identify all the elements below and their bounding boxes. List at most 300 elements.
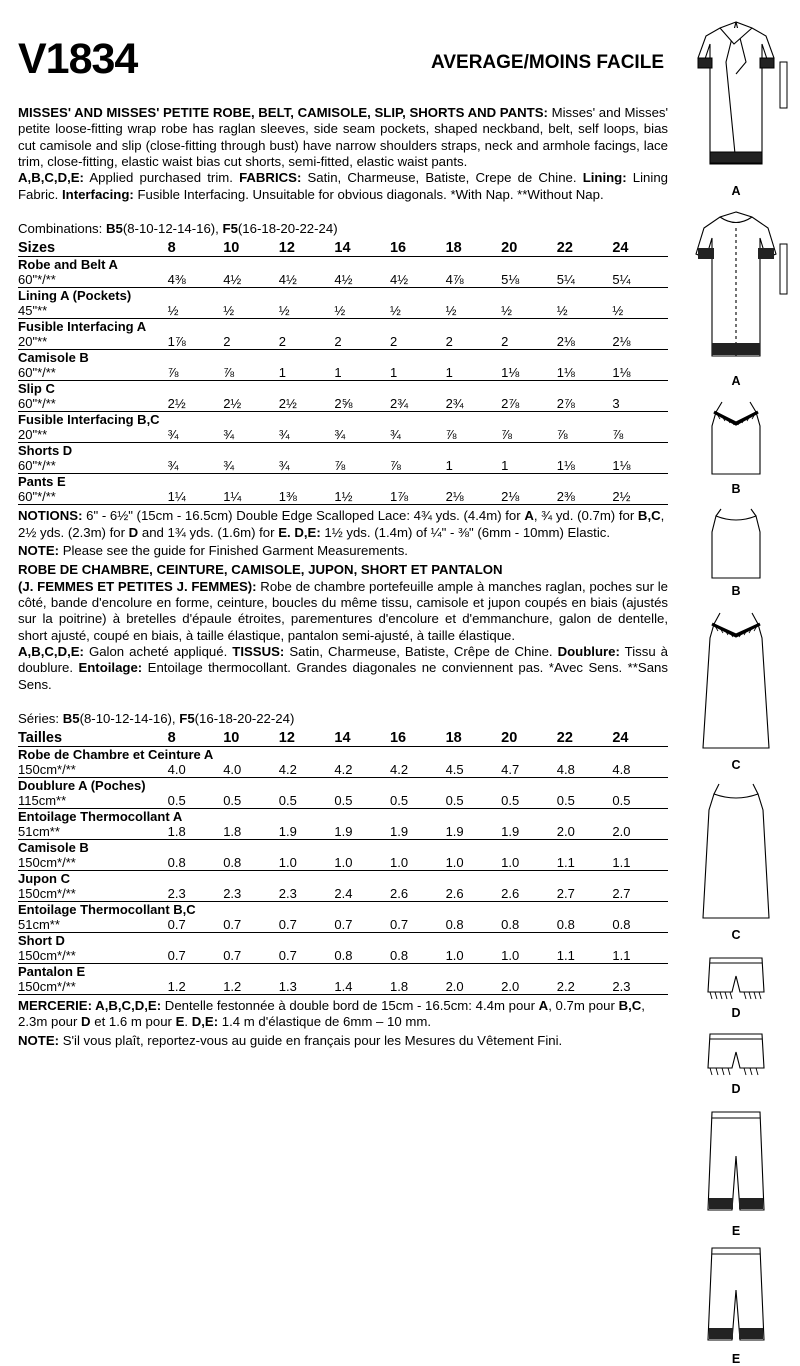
notions-en-de: D,E: — [294, 524, 321, 540]
table-cell-width: 150cm*/** — [18, 762, 76, 778]
desc-fr-body: Robe de chambre portefeuille ample à manches raglan, poches sur le côté, bande d'encolure en forme, ceinture, boucles du même tissu, camisole et jupon coupés en biais (ajustés sur la poitrine) à bretelles d'épaule étroites, parementures d'encolure et d'emmanchure, galon de dentelle, short ajusté, coupé en biais, à taille élastique, pantalon semi-ajusté, à taille élastique. — [18, 578, 668, 643]
desc-fr-doublure-text: Tissu à doublure. — [18, 644, 668, 676]
table-group-row — [18, 840, 668, 856]
table-header-size-10: 10 — [223, 240, 240, 257]
desc-fr-title: ROBE DE CHAMBRE, CEINTURE, CAMISOLE, JUPON, SHORT ET PANTALON — [18, 562, 503, 578]
table-cell-value: 2⅜ — [556, 489, 575, 505]
table-group-label: Jupon C — [18, 871, 70, 887]
table-cell-value: 2 — [223, 334, 231, 350]
table-group-label: Camisole B — [18, 350, 89, 366]
figure-label-b1: B — [731, 482, 741, 496]
table-cell-value: 0.5 — [223, 793, 242, 809]
table-group-row — [18, 809, 668, 825]
table-cell-value: 2 — [389, 334, 398, 350]
table-cell-value: ½ — [167, 303, 179, 319]
notions-en-text4: and 1¾ yds. (1.6m) for — [138, 524, 279, 540]
table-cell-value: ¾ — [223, 427, 235, 443]
table-cell-value: 2 — [445, 334, 453, 350]
table-group-label: Lining A (Pockets) — [18, 288, 132, 304]
desc-fr-entoilage-label: Entoilage: — [78, 660, 143, 676]
desc-en-lining-text: Lining Fabric. — [18, 170, 668, 202]
table-cell-value: 2 — [334, 334, 342, 350]
table-group-row — [18, 412, 668, 428]
table-cell-value: 2 — [278, 334, 287, 350]
table-cell-value: 1⅞ — [167, 334, 186, 350]
notions-fr-text4: et 1.6 m pour — [90, 1014, 176, 1030]
desc-en-title: MISSES' AND MISSES' PETITE ROBE, BELT, CAMISOLE, SLIP, SHORTS AND PANTS: — [18, 105, 548, 120]
table-cell-value: 1.4 — [334, 979, 353, 995]
table-cell-value: 1 — [389, 365, 398, 381]
table-cell-value: 1.9 — [334, 824, 353, 840]
desc-en-body: Misses' and Misses' petite loose-fitting wrap robe has raglan sleeves, side seam pockets, shaped neckband, belt, self loops, bias cut camisole and slip (close-fitting through bust) have narrow shoulders straps, neck and armhole facings, lace trim, close-fitting, elastic waist bias cut shorts, semi-fitted, elastic waist pants. — [18, 105, 669, 170]
table-cell-value: 2.0 — [501, 979, 520, 995]
table-group-row — [18, 257, 668, 273]
notions-fr-text2: , 0.7m pour — [548, 998, 619, 1014]
table-cell-value: 2⅞ — [556, 396, 575, 412]
table-cell-value: 2.3 — [278, 886, 297, 902]
table-cell-value: ¾ — [334, 427, 346, 443]
table-header-size-12: 12 — [278, 240, 295, 257]
table-cell-width: 150cm*/** — [18, 948, 76, 964]
table-cell-value: 1 — [445, 365, 453, 381]
table-cell-value: 2½ — [278, 396, 297, 412]
table-cell-value: 4⅞ — [445, 272, 464, 288]
combinations-en-label: Combinations: — [18, 221, 106, 237]
table-cell-value: ⅞ — [223, 365, 235, 381]
table-cell-value: 2.7 — [612, 886, 631, 902]
table-cell-value: ¾ — [223, 458, 235, 474]
desc-en-interfacing-label: Interfacing: — [61, 186, 134, 202]
table-cell-value: 1.0 — [389, 855, 409, 871]
table-cell-value: 2.0 — [612, 824, 631, 840]
note-english — [18, 543, 668, 559]
table-group-row — [18, 902, 668, 918]
table-cell-value: 1.0 — [501, 948, 520, 964]
table-cell-value: ⅞ — [389, 458, 401, 474]
table-cell-value: 4.8 — [612, 762, 631, 778]
table-cell-value: 2.3 — [223, 886, 242, 902]
desc-fr-trim-label: A,B,C,D,E: — [18, 644, 84, 660]
combinations-french — [18, 711, 668, 726]
table-cell-value: 0.7 — [223, 948, 242, 964]
table-cell-value: 0.8 — [445, 917, 464, 933]
table-cell-width: 51cm** — [18, 824, 60, 840]
table-cell-width: 60"*/** — [18, 272, 56, 288]
table-cell-width: 60"*/** — [18, 396, 56, 412]
table-cell-value: 0.8 — [612, 917, 631, 933]
table-cell-value: 0.8 — [501, 917, 520, 933]
notions-fr-text6: 1.4 m d'élastique de 6mm – 10 mm. — [218, 1014, 431, 1030]
notions-fr-e: E — [175, 1014, 185, 1030]
table-cell-value: 4.0 — [223, 762, 242, 778]
table-row — [18, 855, 668, 871]
table-row — [18, 917, 668, 933]
table-cell-value: 5¼ — [612, 272, 631, 288]
notions-fr-de: D,E: — [191, 1014, 219, 1030]
combinations-fr-b5-sizes: (8-10-12-14-16), — [79, 711, 180, 727]
table-group-row — [18, 871, 668, 887]
table-cell-value: ½ — [612, 303, 624, 319]
table-cell-value: 5¼ — [556, 272, 575, 288]
table-cell-value: 4½ — [278, 272, 297, 288]
table-header-size-14: 14 — [334, 730, 351, 747]
table-group-row — [18, 747, 668, 763]
table-group-label: Pantalon E — [18, 964, 86, 980]
table-group-row — [18, 474, 668, 490]
table-cell-value: 4.2 — [389, 762, 409, 778]
table-cell-value: 2.3 — [612, 979, 631, 995]
combinations-fr-f5-sizes: (16-18-20-22-24) — [194, 711, 295, 727]
combinations-en-f5-sizes: (16-18-20-22-24) — [237, 221, 338, 237]
table-cell-value: 0.8 — [389, 948, 409, 964]
table-cell-value: 2.0 — [445, 979, 464, 995]
table-cell-value: 1.0 — [445, 855, 464, 871]
table-cell-width: 115cm** — [18, 793, 67, 809]
notions-fr-text: Dentelle festonnée à double bord de 15cm - 16.5cm: 4.4m pour — [161, 998, 539, 1014]
table-cell-value: ⅞ — [501, 427, 513, 443]
figure-label-c1: C — [731, 758, 741, 772]
table-header-size-8: 8 — [167, 240, 176, 257]
notions-en-label: NOTIONS: — [18, 508, 83, 524]
table-cell-value: 0.8 — [223, 855, 242, 871]
table-group-row — [18, 933, 668, 949]
notions-en-text: 6" - 6½" (15cm - 16.5cm) Double Edge Scalloped Lace: 4¾ yds. (4.4m) for — [82, 508, 525, 524]
notions-english — [18, 508, 668, 541]
table-cell-value: 0.7 — [223, 917, 242, 933]
table-cell-value: 0.5 — [167, 793, 186, 809]
desc-fr-subtitle: (J. FEMMES ET PETITES J. FEMMES): — [18, 578, 257, 594]
figure-label-d1: D — [731, 1006, 741, 1020]
table-cell-value: 0.5 — [445, 793, 464, 809]
table-group-label: Fusible Interfacing A — [18, 319, 147, 335]
notions-en-text3: , 2½ yds. (2.3m) for — [18, 508, 665, 540]
table-header-size-20: 20 — [501, 730, 518, 747]
figure-robe-front-view — [672, 14, 800, 198]
table-row — [18, 793, 668, 809]
figure-label-a1: A — [731, 184, 741, 198]
table-cell-value: ⅞ — [556, 427, 568, 443]
combinations-en-f5: F5 — [222, 221, 238, 237]
table-cell-value: 2.6 — [389, 886, 409, 902]
table-cell-value: 0.5 — [556, 793, 575, 809]
table-cell-value: 1¼ — [223, 489, 242, 505]
table-cell-value: 4.5 — [445, 762, 464, 778]
table-group-label: Robe de Chambre et Ceinture A — [18, 747, 214, 763]
table-cell-width: 150cm*/** — [18, 855, 76, 871]
combinations-fr-f5: F5 — [179, 711, 195, 727]
combinations-en-b5: B5 — [105, 221, 123, 237]
table-cell-value: 1⅛ — [612, 458, 631, 474]
table-cell-value: 4½ — [389, 272, 409, 288]
table-cell-width: 60"*/** — [18, 458, 56, 474]
table-cell-value: 0.5 — [278, 793, 297, 809]
figure-camisole-view — [672, 396, 800, 496]
table-group-label: Entoilage Thermocollant B,C — [18, 902, 196, 918]
table-group-row — [18, 319, 668, 335]
difficulty-label: AVERAGE/MOINS FACILE — [431, 52, 664, 73]
notions-en-e: E. — [278, 524, 291, 540]
table-group-label: Pants E — [18, 474, 66, 490]
table-header-size-22: 22 — [556, 240, 573, 257]
table-cell-value: 2⅝ — [334, 396, 353, 412]
table-row — [18, 272, 668, 288]
table-cell-width: 60"*/** — [18, 489, 56, 505]
table-group-label: Entoilage Thermocollant A — [18, 809, 183, 825]
table-row — [18, 886, 668, 902]
table-group-label: Doublure A (Poches) — [18, 778, 146, 794]
table-cell-value: 1 — [501, 458, 509, 474]
table-cell-value: 1 — [334, 365, 342, 381]
table-cell-value: 0.8 — [167, 855, 186, 871]
table-cell-value: 1.1 — [556, 855, 575, 871]
table-cell-value: 0.5 — [334, 793, 353, 809]
combinations-fr-label: Séries: — [18, 711, 63, 727]
combinations-english — [18, 221, 668, 236]
table-cell-value: 1.1 — [556, 948, 575, 964]
table-group-label: Camisole B — [18, 840, 89, 856]
figure-label-a2: A — [731, 374, 741, 388]
table-cell-value: ⅞ — [167, 365, 179, 381]
table-group-row — [18, 964, 668, 980]
page-title: V1834 — [18, 35, 138, 83]
figure-pants-view — [672, 1106, 800, 1238]
table-header-row — [18, 240, 668, 257]
table-row — [18, 365, 668, 381]
table-cell-value: 1 — [278, 365, 287, 381]
figure-pants-trim-view — [672, 1244, 800, 1366]
notions-en-a: A — [524, 508, 534, 524]
table-cell-value: 1.1 — [612, 855, 631, 871]
table-cell-value: 2¾ — [445, 396, 464, 412]
table-cell-value: 1.0 — [445, 948, 464, 964]
figure-label-e2: E — [731, 1352, 741, 1366]
table-cell-value: ½ — [445, 303, 457, 319]
table-cell-value: 2.7 — [556, 886, 575, 902]
table-header-size-18: 18 — [445, 730, 462, 747]
table-row — [18, 334, 668, 350]
figure-label-b2: B — [731, 584, 741, 598]
figure-label-c2: C — [731, 928, 741, 942]
table-group-label: Short D — [18, 933, 65, 949]
table-cell-value: 0.7 — [167, 917, 186, 933]
table-header-size-8: 8 — [167, 730, 176, 747]
note-en-text: Please see the guide for Finished Garment Measurements. — [59, 542, 408, 558]
table-group-row — [18, 288, 668, 304]
yardage-table-french — [18, 730, 668, 995]
table-cell-value: 4.2 — [334, 762, 353, 778]
table-cell-value: 1.1 — [612, 948, 631, 964]
table-cell-value: 2½ — [167, 396, 186, 412]
table-cell-value: 5⅛ — [501, 272, 520, 288]
note-fr-label: NOTE: — [18, 1032, 60, 1048]
table-cell-width: 51cm** — [18, 917, 60, 933]
table-cell-value: 0.5 — [612, 793, 631, 809]
table-cell-value: ½ — [501, 303, 513, 319]
yardage-table-english — [18, 240, 668, 505]
table-cell-value: ⅞ — [445, 427, 457, 443]
table-cell-value: 1 — [445, 458, 453, 474]
table-row — [18, 948, 668, 964]
table-row — [18, 489, 668, 505]
notions-fr-d: D — [81, 1014, 91, 1030]
header — [18, 0, 668, 81]
table-cell-value: 0.7 — [334, 917, 353, 933]
table-cell-value: ½ — [223, 303, 235, 319]
table-cell-value: 1⅞ — [389, 489, 409, 505]
table-cell-value: 2⅛ — [501, 489, 520, 505]
table-row — [18, 303, 668, 319]
note-en-label: NOTE: — [18, 542, 60, 558]
figure-shorts-plain-view — [672, 1028, 800, 1096]
table-row — [18, 979, 668, 995]
table-header-size-16: 16 — [389, 240, 407, 257]
left-column — [18, 0, 668, 1049]
description-french — [18, 562, 668, 693]
description-english — [18, 105, 668, 203]
table-header-sizes: Tailles — [18, 730, 63, 747]
table-cell-value: 0.8 — [556, 917, 575, 933]
desc-en-fabrics-label: FABRICS: — [239, 170, 302, 186]
table-cell-value: ½ — [334, 303, 346, 319]
desc-en-interfacing-text: Fusible Interfacing. Unsuitable for obvious diagonals. *With Nap. **Without Nap. — [133, 186, 604, 202]
table-cell-value: 4½ — [223, 272, 242, 288]
notions-fr-a: A — [538, 998, 549, 1014]
table-cell-value: ¾ — [167, 427, 179, 443]
table-header-size-24: 24 — [612, 730, 629, 747]
table-cell-value: 1⅛ — [612, 365, 631, 381]
table-cell-value: 2½ — [223, 396, 242, 412]
desc-en-trim-label: A,B,C,D,E: — [18, 170, 84, 186]
table-cell-value: 1.9 — [501, 824, 520, 840]
table-cell-value: 1.0 — [501, 855, 520, 871]
table-cell-value: 2½ — [612, 489, 631, 505]
figure-robe-back-view — [672, 204, 800, 388]
table-cell-value: 1¼ — [167, 489, 186, 505]
table-cell-value: 1.2 — [223, 979, 242, 995]
table-header-size-18: 18 — [445, 240, 462, 257]
table-cell-value: 2⅛ — [556, 334, 575, 350]
table-row — [18, 427, 668, 443]
table-header-size-12: 12 — [278, 730, 295, 747]
table-cell-value: 4.8 — [556, 762, 575, 778]
table-cell-value: 2.2 — [556, 979, 575, 995]
table-cell-value: 4.7 — [501, 762, 520, 778]
desc-fr-tissus-label: TISSUS: — [232, 644, 285, 660]
table-cell-value: 2.3 — [167, 886, 186, 902]
table-cell-value: 4⅜ — [167, 272, 186, 288]
line-drawings-column — [672, 0, 800, 1366]
table-cell-value: ¾ — [278, 427, 290, 443]
table-row — [18, 396, 668, 412]
figure-label-e1: E — [731, 1224, 741, 1238]
table-cell-value: 1.0 — [278, 855, 297, 871]
combinations-fr-b5: B5 — [62, 711, 80, 727]
table-group-label: Fusible Interfacing B,C — [18, 412, 160, 428]
table-cell-value: 1.3 — [278, 979, 297, 995]
table-cell-value: 2 — [501, 334, 509, 350]
desc-en-lining-label: Lining: — [582, 170, 627, 186]
table-group-label: Robe and Belt A — [18, 257, 118, 273]
figure-label-d2: D — [731, 1082, 741, 1096]
notions-fr-text3: , 2.3m pour — [18, 998, 645, 1030]
notions-fr-text5: . — [184, 1014, 192, 1030]
table-cell-value: ⅞ — [334, 458, 346, 474]
table-cell-value: 1.2 — [167, 979, 186, 995]
figure-slip-long-view — [672, 780, 800, 942]
table-cell-value: 2.6 — [445, 886, 464, 902]
table-row — [18, 762, 668, 778]
table-cell-value: 1.8 — [223, 824, 242, 840]
table-cell-value: ⅞ — [612, 427, 624, 443]
table-cell-value: 4.0 — [167, 762, 186, 778]
note-french — [18, 1033, 668, 1049]
table-cell-value: 1.9 — [445, 824, 464, 840]
table-cell-value: 0.5 — [389, 793, 409, 809]
desc-en-fabrics-text: Satin, Charmeuse, Batiste, Crepe de Chine. — [301, 170, 583, 186]
figure-camisole-plain-view — [672, 504, 800, 598]
table-cell-value: 1.8 — [167, 824, 186, 840]
table-cell-value: 2.4 — [334, 886, 353, 902]
table-cell-value: 1⅜ — [278, 489, 297, 505]
notions-en-text5: 1½ yds. (1.4m) of ¼" - ⅜" (6mm - 10mm) Elastic. — [320, 524, 611, 540]
table-cell-value: 0.5 — [501, 793, 520, 809]
notions-fr-bc: B,C — [618, 998, 642, 1014]
table-cell-value: 0.7 — [278, 917, 297, 933]
table-cell-width: 45"** — [18, 303, 48, 319]
table-cell-value: 2⅛ — [445, 489, 464, 505]
table-cell-value: 0.7 — [167, 948, 186, 964]
desc-fr-trim-text: Galon acheté appliqué. — [83, 644, 233, 660]
desc-fr-tissus-text: Satin, Charmeuse, Batiste, Crêpe de Chine. — [284, 644, 558, 660]
table-cell-width: 20"** — [18, 334, 48, 350]
table-header-size-16: 16 — [389, 730, 407, 747]
notions-french — [18, 998, 668, 1031]
table-row — [18, 458, 668, 474]
table-cell-width: 20"** — [18, 427, 48, 443]
combinations-en-b5-sizes: (8-10-12-14-16), — [122, 221, 223, 237]
table-group-row — [18, 381, 668, 397]
table-header-size-24: 24 — [612, 240, 629, 257]
table-cell-value: ½ — [389, 303, 401, 319]
table-cell-value: ½ — [556, 303, 568, 319]
table-cell-value: 0.8 — [334, 948, 353, 964]
notions-en-bc: B,C — [637, 508, 661, 524]
table-group-label: Slip C — [18, 381, 55, 397]
table-cell-value: 3 — [612, 396, 620, 412]
table-cell-width: 60"*/** — [18, 365, 56, 381]
table-cell-width: 150cm*/** — [18, 979, 76, 995]
table-cell-value: 4.2 — [278, 762, 297, 778]
table-cell-value: ½ — [278, 303, 290, 319]
table-cell-value: 1½ — [334, 489, 353, 505]
figure-slip-view — [672, 608, 800, 772]
table-cell-value: 4½ — [334, 272, 353, 288]
table-cell-value: 2⅞ — [501, 396, 520, 412]
table-cell-value: ¾ — [278, 458, 290, 474]
table-header-size-20: 20 — [501, 240, 518, 257]
table-header-size-22: 22 — [556, 730, 573, 747]
figure-shorts-view — [672, 952, 800, 1020]
table-cell-value: 1.9 — [389, 824, 409, 840]
table-header-sizes: Sizes — [18, 240, 56, 257]
table-row — [18, 824, 668, 840]
table-group-row — [18, 443, 668, 459]
table-header-size-14: 14 — [334, 240, 351, 257]
notions-en-d: D — [128, 524, 139, 540]
desc-en-trim-text: Applied purchased trim. — [83, 170, 240, 186]
table-cell-value: 1⅛ — [501, 365, 520, 381]
notions-fr-label: MERCERIE: A,B,C,D,E: — [18, 998, 162, 1014]
